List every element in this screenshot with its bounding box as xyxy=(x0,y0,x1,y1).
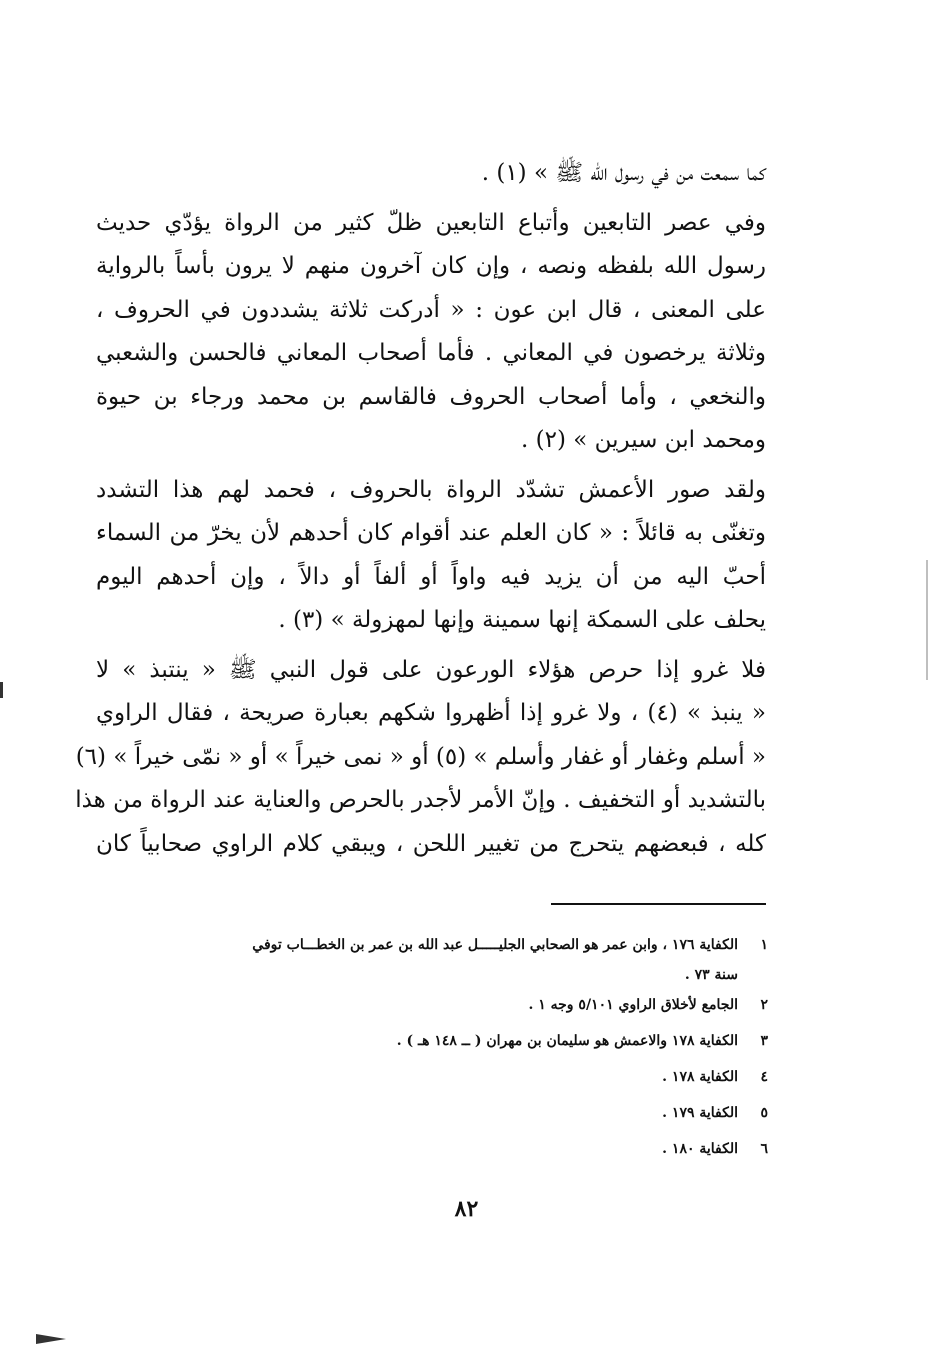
text-line: يحلف على السمكة إنها سمينة وإنها لمهزولة » (٣) . xyxy=(278,607,766,633)
paragraph xyxy=(96,202,766,463)
text-line: فلا غرو إذا حرص هؤلاء الورعون على قول النبي ﷺ « ينتبذ » لا xyxy=(96,656,766,683)
scan-edge-mark xyxy=(926,560,928,680)
text-line: وفي عصر التابعين وأتباع التابعين ظلّ كثير من الرواة يؤدّي حديث xyxy=(96,209,766,236)
text-line: كله ، فبعضهم يتحرج من تغيير اللحن ، ويبقي كلام الراوي صحابياً كان xyxy=(96,830,766,857)
scan-arrow-mark xyxy=(36,1334,66,1344)
text-line: وثلاثة يرخصون في المعاني . فأما أصحاب المعاني فالحسن والشعبي xyxy=(96,340,766,366)
footnote-line: الكفاية ١٧٩ . xyxy=(662,1105,738,1121)
text-line: ولقد صور الأعمش تشدّد الرواة بالحروف ، فحمد لهم هذا التشدد xyxy=(96,476,766,503)
text-line: كما سمعت من في رسول الله ﷺ » (١) . xyxy=(481,160,766,186)
footnote-item xyxy=(96,1062,768,1098)
footnote-text xyxy=(96,990,738,1026)
text-line: والنخعي ، وأما أصحاب الحروف فالقاسم بن محمد ورجاء بن حيوة xyxy=(96,383,766,410)
text-line: بالتشديد أو التخفيف . وإنّ الأمر لأجدر بالحرص والعناية عند الرواة من هذا xyxy=(75,787,766,813)
footnote-line: سنة ٧٣ . xyxy=(684,967,738,983)
text-line: « ينبذ » (٤) ، ولا غرو إذا أظهروا شكهم بعبارة صريحة ، فقال الراوي xyxy=(96,700,766,726)
page-number: ٨٢ xyxy=(454,1196,479,1222)
footnote-text xyxy=(96,1062,738,1098)
footnote-line: الكفاية ١٨٠ . xyxy=(662,1141,738,1157)
text-line: على المعنى ، قال ابن عون : « أدركت ثلاثة يشددون في الحروف ، xyxy=(96,296,766,323)
footnote-text xyxy=(96,930,738,990)
footnote-item xyxy=(96,930,768,990)
footnote-line: الكفاية ١٧٨ والاعمش هو سليمان بن مهران ( ــ ١٤٨ هـ ) . xyxy=(396,1033,738,1049)
footnote-line: الكفاية ١٧٦ ، وابن عمر هو الصحابي الجليـــــل عبد الله بن عمر بن الخطـــاب توفي xyxy=(252,937,738,953)
footnote-number: ٣ xyxy=(760,1033,768,1049)
footnote-line: الجامع لأخلاق الراوي ٥/١٠١ وجه ١ . xyxy=(528,997,738,1013)
paragraph xyxy=(96,469,766,643)
footnotes xyxy=(96,930,768,1170)
footnote-number: ٥ xyxy=(760,1105,768,1121)
footnote-number: ٢ xyxy=(760,997,768,1013)
scan-edge-mark xyxy=(0,682,3,698)
text-line: أحبّ اليه من أن يزيد فيه واواً أو ألفاً أو دالاً ، وإن أحدهم اليوم xyxy=(96,563,766,590)
paragraph xyxy=(96,152,766,196)
footnote-item xyxy=(96,1134,768,1170)
footnote-text xyxy=(96,1026,738,1062)
text-line: وتغنّى به قائلاً : « كان العلم عند أقوام كان أحدهم لأن يخرّ من السماء xyxy=(96,520,767,546)
footnote-separator xyxy=(551,903,766,905)
paragraph xyxy=(75,649,766,867)
footnote-number: ١ xyxy=(760,937,768,953)
footnote-item xyxy=(96,1026,768,1062)
text-line: ومحمد ابن سيرين » (٢) . xyxy=(520,427,766,453)
footnote-line: الكفاية ١٧٨ . xyxy=(662,1069,738,1085)
footnote-text xyxy=(96,1098,738,1134)
footnote-number: ٤ xyxy=(760,1069,768,1085)
footnote-item xyxy=(96,1098,768,1134)
main-text xyxy=(75,152,767,866)
text-line: رسول الله بلفظه ونصه ، وإن كان آخرون منهم لا يرون بأساً بالرواية xyxy=(96,253,766,279)
footnote-text xyxy=(96,1134,738,1170)
footnote-item xyxy=(96,990,768,1026)
text-line: « أسلم وغفار أو غفار وأسلم » (٥) أو « نمى خيراً » أو « نمّى خيراً » (٦) xyxy=(75,743,766,770)
footnote-number: ٦ xyxy=(760,1141,768,1157)
